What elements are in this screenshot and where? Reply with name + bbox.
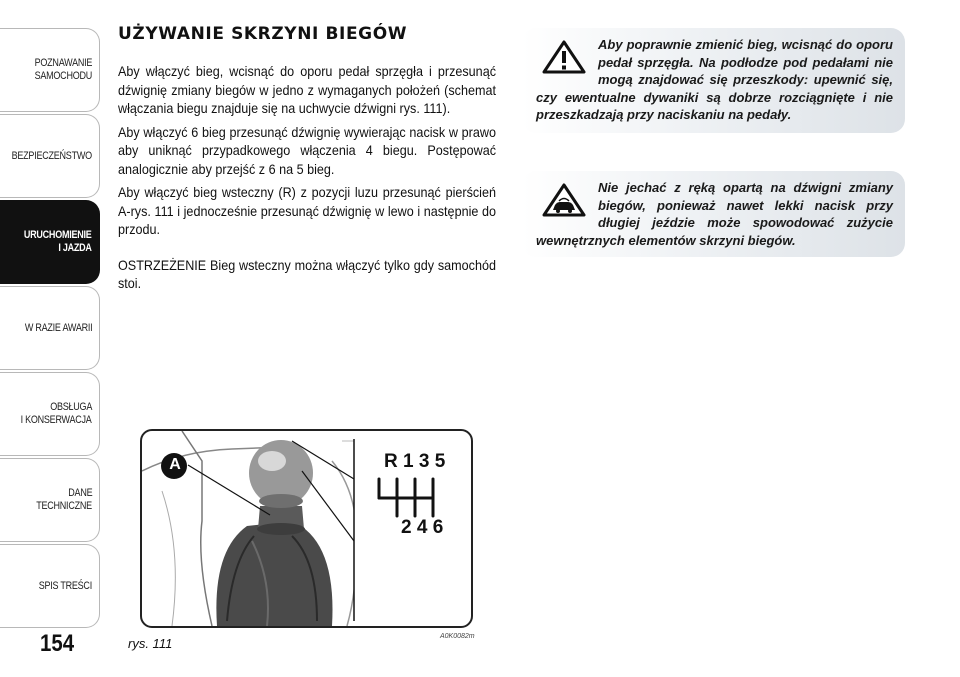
tab-obsluga-i-konserwacja[interactable]: [0, 372, 100, 456]
tab-label-line2: TECHNICZNE: [36, 500, 92, 512]
body-paragraph: Aby włączyć 6 bieg przesunąć dźwignię wywierając nacisk w prawo aby uniknąć przypadkowego włączenia 4 biegu. Postępować analogicznie aby przejść z 6 na 5 bieg.: [118, 123, 496, 177]
tab-uruchomienie-i-jazda[interactable]: [0, 200, 100, 284]
section-title: UŻYWANIE SKRZYNI BIEGÓW: [118, 24, 408, 44]
tab-label-line2: I KONSERWACJA: [21, 414, 92, 426]
warning-box-clutch: [522, 28, 905, 133]
gear-lever-figure: [140, 429, 473, 628]
tab-dane-techniczne[interactable]: [0, 458, 100, 542]
section-body: [118, 62, 496, 298]
gear-pattern-top: R 1 3 5: [384, 451, 446, 472]
warning-box-hand-on-lever: [522, 171, 905, 257]
gear-pattern-bottom: 2 4 6: [401, 517, 444, 538]
page-number: 154: [40, 630, 75, 657]
warning-note-paragraph: OSTRZEŻENIE Bieg wsteczny można włączyć tylko gdy samochód stoi.: [118, 256, 496, 291]
tab-label-line1: SPIS TREŚCI: [38, 579, 92, 592]
tab-label-line1: BEZPIECZEŃSTWO: [11, 149, 92, 162]
body-paragraph: Aby włączyć bieg wsteczny (R) z pozycji luzu przesunąć pierścień A-rys. 111 i jednocześnie przesunąć dźwignię w lewo i następnie do przodu.: [118, 184, 496, 237]
tab-label-line2: I JAZDA: [58, 242, 92, 254]
car-notice-icon: [542, 183, 586, 217]
warning-text: Aby poprawnie zmienić bieg, wcisnąć do oporu pedał sprzęgła. Na podłodze pod pedałami nie mogą znajdować się przeszkody: upewnić się, czy ewentualne dywaniki są dobrze rozciągnięte i nie przeszkadzają przy naciskaniu na pedały.: [536, 37, 893, 122]
tab-label-line2: SAMOCHODU: [34, 70, 92, 82]
tab-w-razie-awarii[interactable]: [0, 286, 100, 370]
tab-label-line1: W RAZIE AWARII: [24, 321, 92, 334]
tab-bezpieczenstwo[interactable]: [0, 114, 100, 198]
figure-code: A0K0082m: [440, 633, 475, 640]
warning-triangle-icon: [542, 40, 586, 74]
tab-label-line1: DANE: [67, 487, 92, 499]
warning-text: Nie jechać z ręką opartą na dźwigni zmiany biegów, ponieważ nawet lekki nacisk przy długiej jeździe może spowodować zużycie wewnętrznych elementów skrzyni biegów.: [536, 180, 893, 248]
tab-label-line1: POZNAWANIE: [34, 57, 92, 69]
tab-poznawanie-samochodu[interactable]: [0, 28, 100, 112]
body-paragraph: Aby włączyć bieg, wcisnąć do oporu pedał sprzęgła i przesunąć dźwignię zmiany biegów w jedno z wymaganych położeń (schemat włączania biegu znajduje się na uchwycie dźwigni rys. 111).: [118, 63, 496, 116]
label-a: A: [169, 456, 181, 473]
tab-label-line1: URUCHOMIENIE: [24, 229, 92, 241]
chapter-sidebar: [0, 0, 102, 640]
tab-spis-tresci[interactable]: [0, 544, 100, 628]
figure-caption: rys. 111: [128, 636, 173, 651]
tab-label-line1: OBSŁUGA: [50, 401, 92, 413]
